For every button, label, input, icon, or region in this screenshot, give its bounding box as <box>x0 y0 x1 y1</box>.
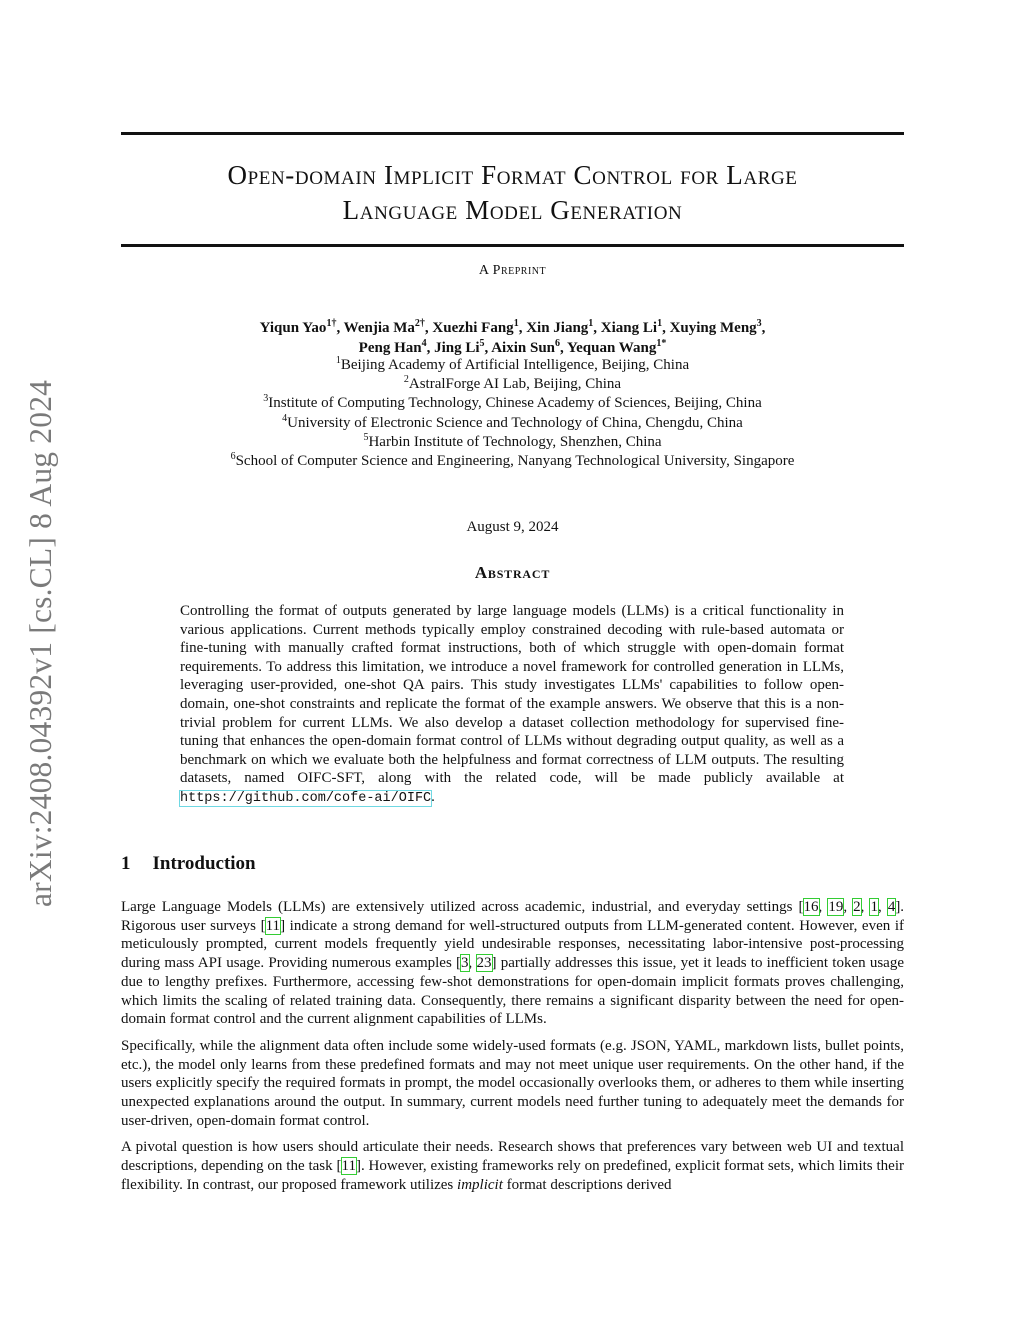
author: Xin Jiang <box>526 320 589 336</box>
author-sup: 6 <box>555 338 561 349</box>
affiliation <box>121 394 904 413</box>
affiliation-sup: 3 <box>263 393 269 405</box>
citation-link[interactable]: 23 <box>476 955 492 972</box>
section-heading <box>121 853 256 875</box>
author: Yiqun Yao <box>259 320 327 336</box>
citation-link[interactable]: 11 <box>341 1158 356 1175</box>
affiliation <box>121 375 904 394</box>
title-rule-top <box>121 132 904 135</box>
paragraph: Large Language Models (LLMs) are extensively utilized across academic, industrial, and everyday settings [16, 19, 2, 1, 4]. Rigorous user surveys [11] indicate a strong demand for well-structured outputs from LLM-generated content. However, even if meticulously prompted, current models frequently yield undesirable responses, necessitating labor-intensive post-processing during mass API usage. Providing numerous examples [3, 23] partially addresses this issue, yet it leads to inefficient token usage due to lengthy prefixes. Furthermore, accessing few-shot demonstrations for open-domain implicit formats proves challenging, which limits the scaling of related training data. Consequently, there remains a significant disparity between the need for open-domain format control and the current alignment capabilities of LLMs. <box>121 899 905 1028</box>
author-line-1 <box>121 318 904 338</box>
author: Peng Han <box>358 340 422 356</box>
citation-link[interactable]: 1 <box>870 899 878 915</box>
author: Wenjia Ma <box>343 320 415 336</box>
author-sup: 1 <box>588 318 594 329</box>
author-sup: 4 <box>421 338 427 349</box>
author-sep: , <box>518 320 527 336</box>
section-title: Introduction <box>152 853 256 874</box>
citation-link[interactable]: 2 <box>853 899 861 915</box>
affiliation <box>121 433 904 452</box>
author-sep: , <box>662 320 670 336</box>
affiliation-text: AstralForge AI Lab, Beijing, China <box>408 376 622 393</box>
affiliation-text: Beijing Academy of Artificial Intelligence, Beijing, China <box>340 357 690 373</box>
affiliation-text: University of Electronic Science and Technology of China, Chengdu, China <box>287 414 743 431</box>
author-sup: 1* <box>656 338 667 349</box>
paragraph-text: Large Language Models (LLMs) are extensively utilized across academic, industrial, and everyday settings [ <box>121 899 804 915</box>
paragraph <box>121 1138 904 1194</box>
title-line-1: Open-domain Implicit Format Control for Large <box>227 160 798 190</box>
affiliation <box>121 356 904 375</box>
citation-link[interactable]: 16 <box>803 899 819 915</box>
citation-link[interactable]: 11 <box>265 917 281 934</box>
affiliation-sup: 6 <box>230 451 236 463</box>
author-sep: , <box>424 320 433 336</box>
paragraph: Specifically, while the alignment data often include some widely-used formats (e.g. JSON, YAML, markdown lists, bullet points, etc.), the model only learns from these predefined formats and may not meet unique user requirements. On the other hand, if the users explicitly specify the required formats in prompt, the model occasionally overlooks them, or adheres to them while inserting unexpected explanations around the output. In summary, current models need further tuning to adequately meet the demands for user-driven, open-domain format control. <box>121 1037 904 1129</box>
author-sup: 1 <box>513 318 519 329</box>
author-list <box>121 318 904 358</box>
abstract-end: . <box>431 788 435 805</box>
title-line-2: Language Model Generation <box>342 195 683 225</box>
affiliation-text: Institute of Computing Technology, Chinese Academy of Sciences, Beijing, China <box>268 395 762 412</box>
abstract-body <box>180 602 844 809</box>
abstract-heading: Abstract <box>474 563 551 582</box>
affiliation <box>121 414 904 433</box>
title-rule-bottom <box>121 244 904 247</box>
abstract-text: Controlling the format of outputs generated by large language models (LLMs) is a critical functionality in various applications. Current methods typically employ constrained decoding with rule-based automata or fine-tuning with manually crafted format instructions, both of which struggle with open-domain format requirements. To address this limitation, we introduce a novel framework for controlled generation in LLMs, leveraging user-provided, one-shot QA pairs. This study investigates LLMs' capabilities to follow open-domain, one-shot constraints and replicate the format of the example answers. We observe that this is a non-trivial problem for current LLMs. We also develop a dataset collection methodology for supervised fine-tuning that enhances the open-domain format control of LLMs without degrading output quality, as well as a benchmark on which we evaluate both the helpfulness and format correctness of LLM outputs. The resulting datasets, named OIFC-SFT, along with the related code, will be made publicly available at <box>180 603 844 787</box>
paragraph-text: ] indicate a strong demand for well-structured outputs from LLM-generated content. However, even if meticulously prompted, current models frequently yield undesirable responses, necessitating labor-intensive post-processing during mass API usage. Providing numerous examples [ <box>121 917 904 972</box>
author-sep: , <box>761 320 766 336</box>
author: Yequan Wang <box>566 340 657 356</box>
author-sep: , <box>426 340 435 356</box>
preprint-label: A Preprint <box>478 263 547 278</box>
author: Xuying Meng <box>669 320 757 336</box>
author: Xuezhi Fang <box>432 320 514 336</box>
introduction-body <box>121 898 904 1203</box>
affiliation-sup: 2 <box>403 374 409 386</box>
author-sup: 3 <box>756 318 762 329</box>
paper-title <box>121 158 904 228</box>
arxiv-identifier: arXiv:2408.04392v1 [cs.CL] 8 Aug 2024 <box>23 379 58 907</box>
author-sup: 1 <box>657 318 663 329</box>
author-sup: 2† <box>414 318 425 329</box>
paragraph-text: ] partially addresses this issue, yet it leads to inefficient token usage due to lengthy prefixes. Furthermore, accessing few-shot demonstrations for open-domain implicit formats proves challenging, which limits the scaling of related training data. Consequently, there remains a significant disparity between the need for open-domain format control and the current alignment capabilities of LLMs. <box>121 955 904 1028</box>
author: Jing Li <box>434 340 480 356</box>
author-sup: 5 <box>479 338 485 349</box>
section-number: 1 <box>121 853 131 874</box>
author-sep: , <box>593 320 601 336</box>
affiliation <box>121 452 904 471</box>
citation-link[interactable]: 3 <box>461 955 469 972</box>
affiliation-list <box>121 356 904 471</box>
author-sep: , <box>560 340 567 356</box>
emphasis-text: implicit <box>457 1176 503 1193</box>
author-sep: , <box>484 340 492 356</box>
paper-date: August 9, 2024 <box>466 519 559 535</box>
paragraph-text: ]. Rigorous user surveys [ <box>121 899 905 934</box>
paragraph-text: ]. However, existing frameworks rely on predefined, explicit format sets, which limits their flexibility. In contrast, our proposed framework utilizes <box>121 1158 904 1193</box>
affiliation-text: School of Computer Science and Engineering, Nanyang Technological University, Singapore <box>235 453 795 470</box>
author-sup: 1† <box>326 318 337 329</box>
citation-link[interactable]: 19 <box>828 899 844 915</box>
affiliation-text: Harbin Institute of Technology, Shenzhen, China <box>368 433 662 450</box>
affiliation-sup: 1 <box>335 355 341 366</box>
paragraph-text: A pivotal question is how users should articulate their needs. Research shows that preferences vary between web UI and textual descriptions, depending on the task [ <box>121 1139 904 1175</box>
paragraph-text: format descriptions derived <box>502 1176 672 1193</box>
repository-link[interactable]: https://github.com/cofe-ai/OIFC <box>180 790 432 806</box>
author-sep: , <box>336 320 344 336</box>
author-line-2 <box>121 338 904 358</box>
citation-link[interactable]: 4 <box>887 899 896 915</box>
affiliation-sup: 5 <box>363 431 369 443</box>
author: Aixin Sun <box>491 340 556 356</box>
affiliation-sup: 4 <box>282 412 288 424</box>
author: Xiang Li <box>600 320 658 336</box>
